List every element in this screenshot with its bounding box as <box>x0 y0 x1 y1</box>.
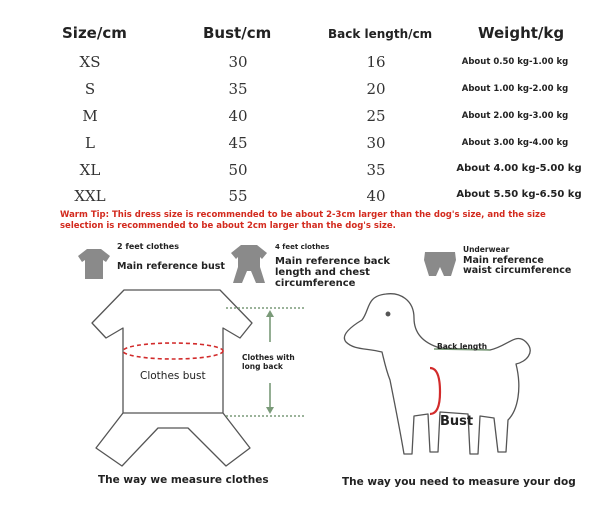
warm-tip: Warm Tip: This dress size is recommended to be about 2-3cm larger than the dog's size, and the size selection is recommended to be about 2cm larger than the dog's size. <box>60 210 546 231</box>
back-cell: 35 <box>366 161 386 179</box>
bust-cell: 55 <box>228 187 248 205</box>
legend-title-four-feet: 4 feet clothes <box>275 243 330 251</box>
size-cell: XXL <box>74 187 106 205</box>
bust-measure-line <box>123 343 223 359</box>
weight-cell: About 1.00 kg-2.00 kg <box>461 84 569 94</box>
header-weight: Weight/kg <box>478 24 565 42</box>
two-feet-clothes-icon <box>76 247 112 281</box>
four-feet-clothes-icon <box>229 243 269 285</box>
dog-diagram <box>330 290 540 470</box>
dog-back-length-label: Back length <box>437 342 488 351</box>
weight-cell: About 4.00 kg-5.00 kg <box>456 163 582 174</box>
bust-cell: 35 <box>228 80 248 98</box>
back-cell: 30 <box>366 134 386 152</box>
weight-cell: About 2.00 kg-3.00 kg <box>461 111 569 121</box>
back-cell: 16 <box>366 53 386 71</box>
clothes-long-back-label: Clothes with long back <box>242 353 295 371</box>
legend-desc-four-feet: Main reference back length and chest circumference <box>275 256 391 289</box>
dog-caption: The way you need to measure your dog <box>342 476 576 488</box>
header-back-length: Back length/cm <box>328 27 433 41</box>
bust-cell: 50 <box>228 161 248 179</box>
back-cell: 20 <box>366 80 386 98</box>
size-cell: L <box>85 134 95 152</box>
clothes-caption: The way we measure clothes <box>98 474 269 486</box>
weight-cell: About 3.00 kg-4.00 kg <box>461 138 569 148</box>
bust-cell: 30 <box>228 53 248 71</box>
bust-cell: 40 <box>228 107 248 125</box>
header-bust: Bust/cm <box>203 24 272 42</box>
legend-title-two-feet: 2 feet clothes <box>117 242 179 251</box>
size-cell: M <box>82 107 98 125</box>
header-size: Size/cm <box>62 24 127 42</box>
dog-bust-line <box>430 368 440 414</box>
underwear-icon <box>422 250 458 278</box>
size-cell: S <box>84 80 96 98</box>
size-cell: XS <box>79 53 101 71</box>
dog-bust-label: Bust <box>440 414 474 429</box>
back-cell: 40 <box>366 187 386 205</box>
size-cell: XL <box>79 161 101 179</box>
bust-cell: 45 <box>228 134 248 152</box>
back-cell: 25 <box>366 107 386 125</box>
legend-desc-underwear: Main reference waist circumference <box>463 255 572 276</box>
weight-cell: About 0.50 kg-1.00 kg <box>461 57 569 67</box>
weight-cell: About 5.50 kg-6.50 kg <box>456 189 582 200</box>
legend-desc-two-feet: Main reference bust <box>117 261 225 272</box>
clothes-bust-label: Clothes bust <box>140 370 206 382</box>
legend-title-underwear: Underwear <box>463 245 510 254</box>
